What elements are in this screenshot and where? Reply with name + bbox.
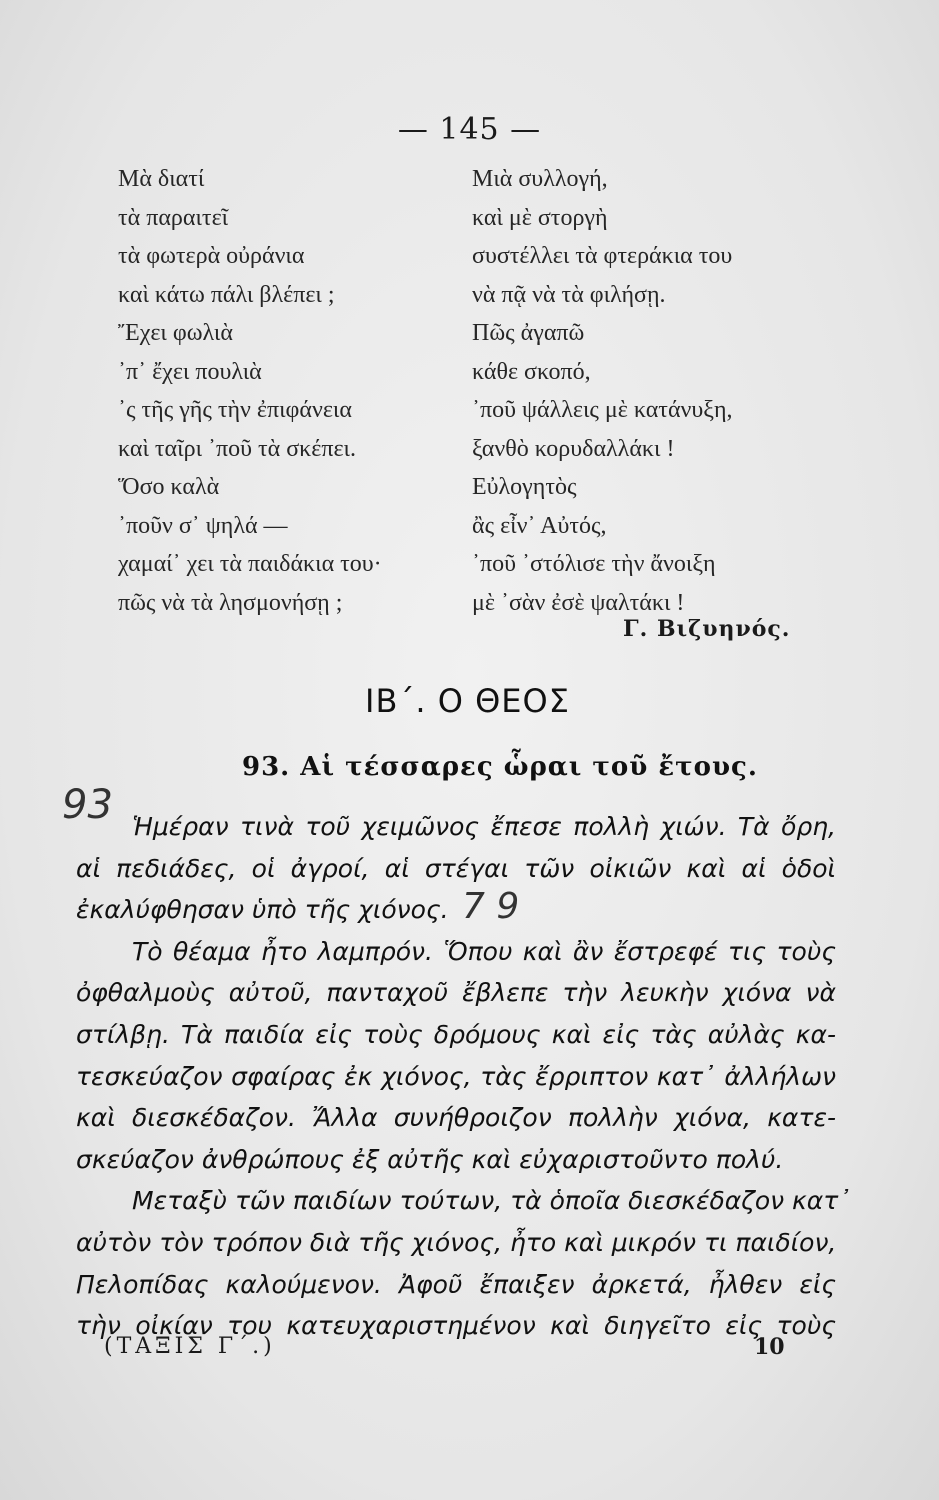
poem-line: καὶ μὲ στοργὴ	[472, 204, 608, 231]
poem-line: πῶς νὰ τὰ λησμονήσῃ ;	[118, 589, 343, 616]
text-line: τεσκεύαζον σφαίρας ἐκ χιόνος, τὰς ἔρριπτον κατ᾿ ἀλλήλων	[76, 1061, 836, 1091]
poem-line: ᾿ποῦ ψάλλεις μὲ κατάνυξη,	[472, 397, 733, 423]
section-heading: ΙΒ΄. Ο ΘΕΟΣ	[365, 682, 570, 720]
poem-left-column	[118, 160, 458, 622]
poem-line: κάθε σκοπό,	[472, 358, 591, 385]
poem-line: τὰ φωτερὰ οὐράνια	[118, 243, 305, 269]
poem-line: Μὰ διατί	[118, 166, 205, 192]
text-line: Τὸ θέαμα ἦτο λαμπρόν. Ὅπου καὶ ἂν ἔστρεφέ τις τοὺς	[132, 936, 836, 966]
text-line: σκεύαζον ἀνθρώπους ἐξ αὐτῆς καὶ εὐχαριστοῦντο πολύ.	[76, 1144, 784, 1174]
text-line: καὶ διεσκέδαζον. Ἄλλα συνήθροιζον πολλὴν χιόνα, κατε-	[76, 1103, 836, 1133]
poem-line: Μιὰ συλλογή,	[472, 166, 608, 192]
text-line: στίλβῃ. Τὰ παιδία εἰς τοὺς δρόμους καὶ εἰς τὰς αὐλὰς κα-	[76, 1019, 836, 1049]
page-number: — 145 —	[397, 112, 542, 147]
poem-right-column	[472, 160, 822, 622]
lesson-heading: 93. Αἱ τέσσαρες ὧραι τοῦ ἔτους.	[242, 752, 758, 782]
poem-line: ᾿π᾿ ἔχει πουλιὰ	[118, 358, 262, 385]
handwritten-mark: 7 9	[462, 886, 520, 927]
poem-line: ᾿ποῦν σ᾿ ψηλά —	[118, 512, 288, 539]
poem-line: Εὐλογητὸς	[472, 474, 577, 500]
poem-line: καὶ ταῖρι ᾿ποῦ τὰ σκέπει.	[118, 435, 356, 462]
text-line: Ἡμέραν τινὰ τοῦ χειμῶνος ἔπεσε πολλὴ χιών. Τὰ ὄρη,	[132, 812, 836, 841]
text-line: αὐτὸν τὸν τρόπον διὰ τῆς χιόνος, ἦτο καὶ μικρόν τι παιδίον,	[76, 1227, 837, 1257]
text-line: Πελοπίδας καλούμενον. Ἀφοῦ ἔπαιξεν ἀρκετά, ἦλθεν εἰς	[76, 1269, 836, 1299]
text-line: τὴν οἰκίαν του κατευχαριστημένον καὶ διηγεῖτο εἰς τοὺς	[76, 1311, 836, 1341]
text-line: ὀφθαλμοὺς αὐτοῦ, πανταχοῦ ἔβλεπε τὴν λευκὴν χιόνα νὰ	[76, 978, 836, 1008]
poem-line: νὰ πᾷ νὰ τὰ φιλήσῃ.	[472, 281, 666, 308]
poem-line: καὶ κάτω πάλι βλέπει ;	[118, 281, 335, 308]
poem-line: Πῶς ἀγαπῶ	[472, 320, 585, 346]
poem-line: Ἔχει φωλιὰ	[118, 320, 233, 346]
poem-line: Ὅσο καλὰ	[118, 474, 220, 500]
poem-line: ᾿ς τῆς γῆς τὴν ἐπιφάνεια	[118, 397, 352, 423]
poem-line: ξανθὸ κορυδαλλάκι !	[472, 435, 675, 462]
text-line: ἐκαλύφθησαν ὑπὸ τῆς χιόνος.	[76, 895, 449, 925]
poem-line: ἂς εἶν᾿ Αὐτός,	[472, 512, 607, 539]
poem-line: τὰ παραιτεῖ	[118, 204, 229, 231]
poem-line: χαμαί᾿ χει τὰ παιδάκια του·	[118, 551, 382, 577]
footer-signature-number: 10	[754, 1334, 785, 1360]
text-line: αἱ πεδιάδες, οἱ ἀγροί, αἱ στέγαι τῶν οἰκιῶν καὶ αἱ ὁδοὶ	[76, 853, 836, 883]
poem-line: ᾿ποῦ ᾿στόλισε τὴν ἄνοιξη	[472, 551, 716, 577]
poem-line: μὲ ᾿σὰν ἐσὲ ψαλτάκι !	[472, 589, 685, 616]
footer-class-label: (ΤΑΞΙΣ Γ΄.)	[104, 1334, 276, 1359]
handwritten-mark: 93	[62, 782, 113, 828]
poem-author: Γ. Βιζυηνός.	[623, 616, 791, 642]
text-line: Μεταξὺ τῶν παιδίων τούτων, τὰ ὁποῖα διεσκέδαζον κατ᾿	[132, 1186, 851, 1216]
poem-line: συστέλλει τὰ φτεράκια του	[472, 243, 733, 269]
lesson-text	[76, 806, 851, 1347]
